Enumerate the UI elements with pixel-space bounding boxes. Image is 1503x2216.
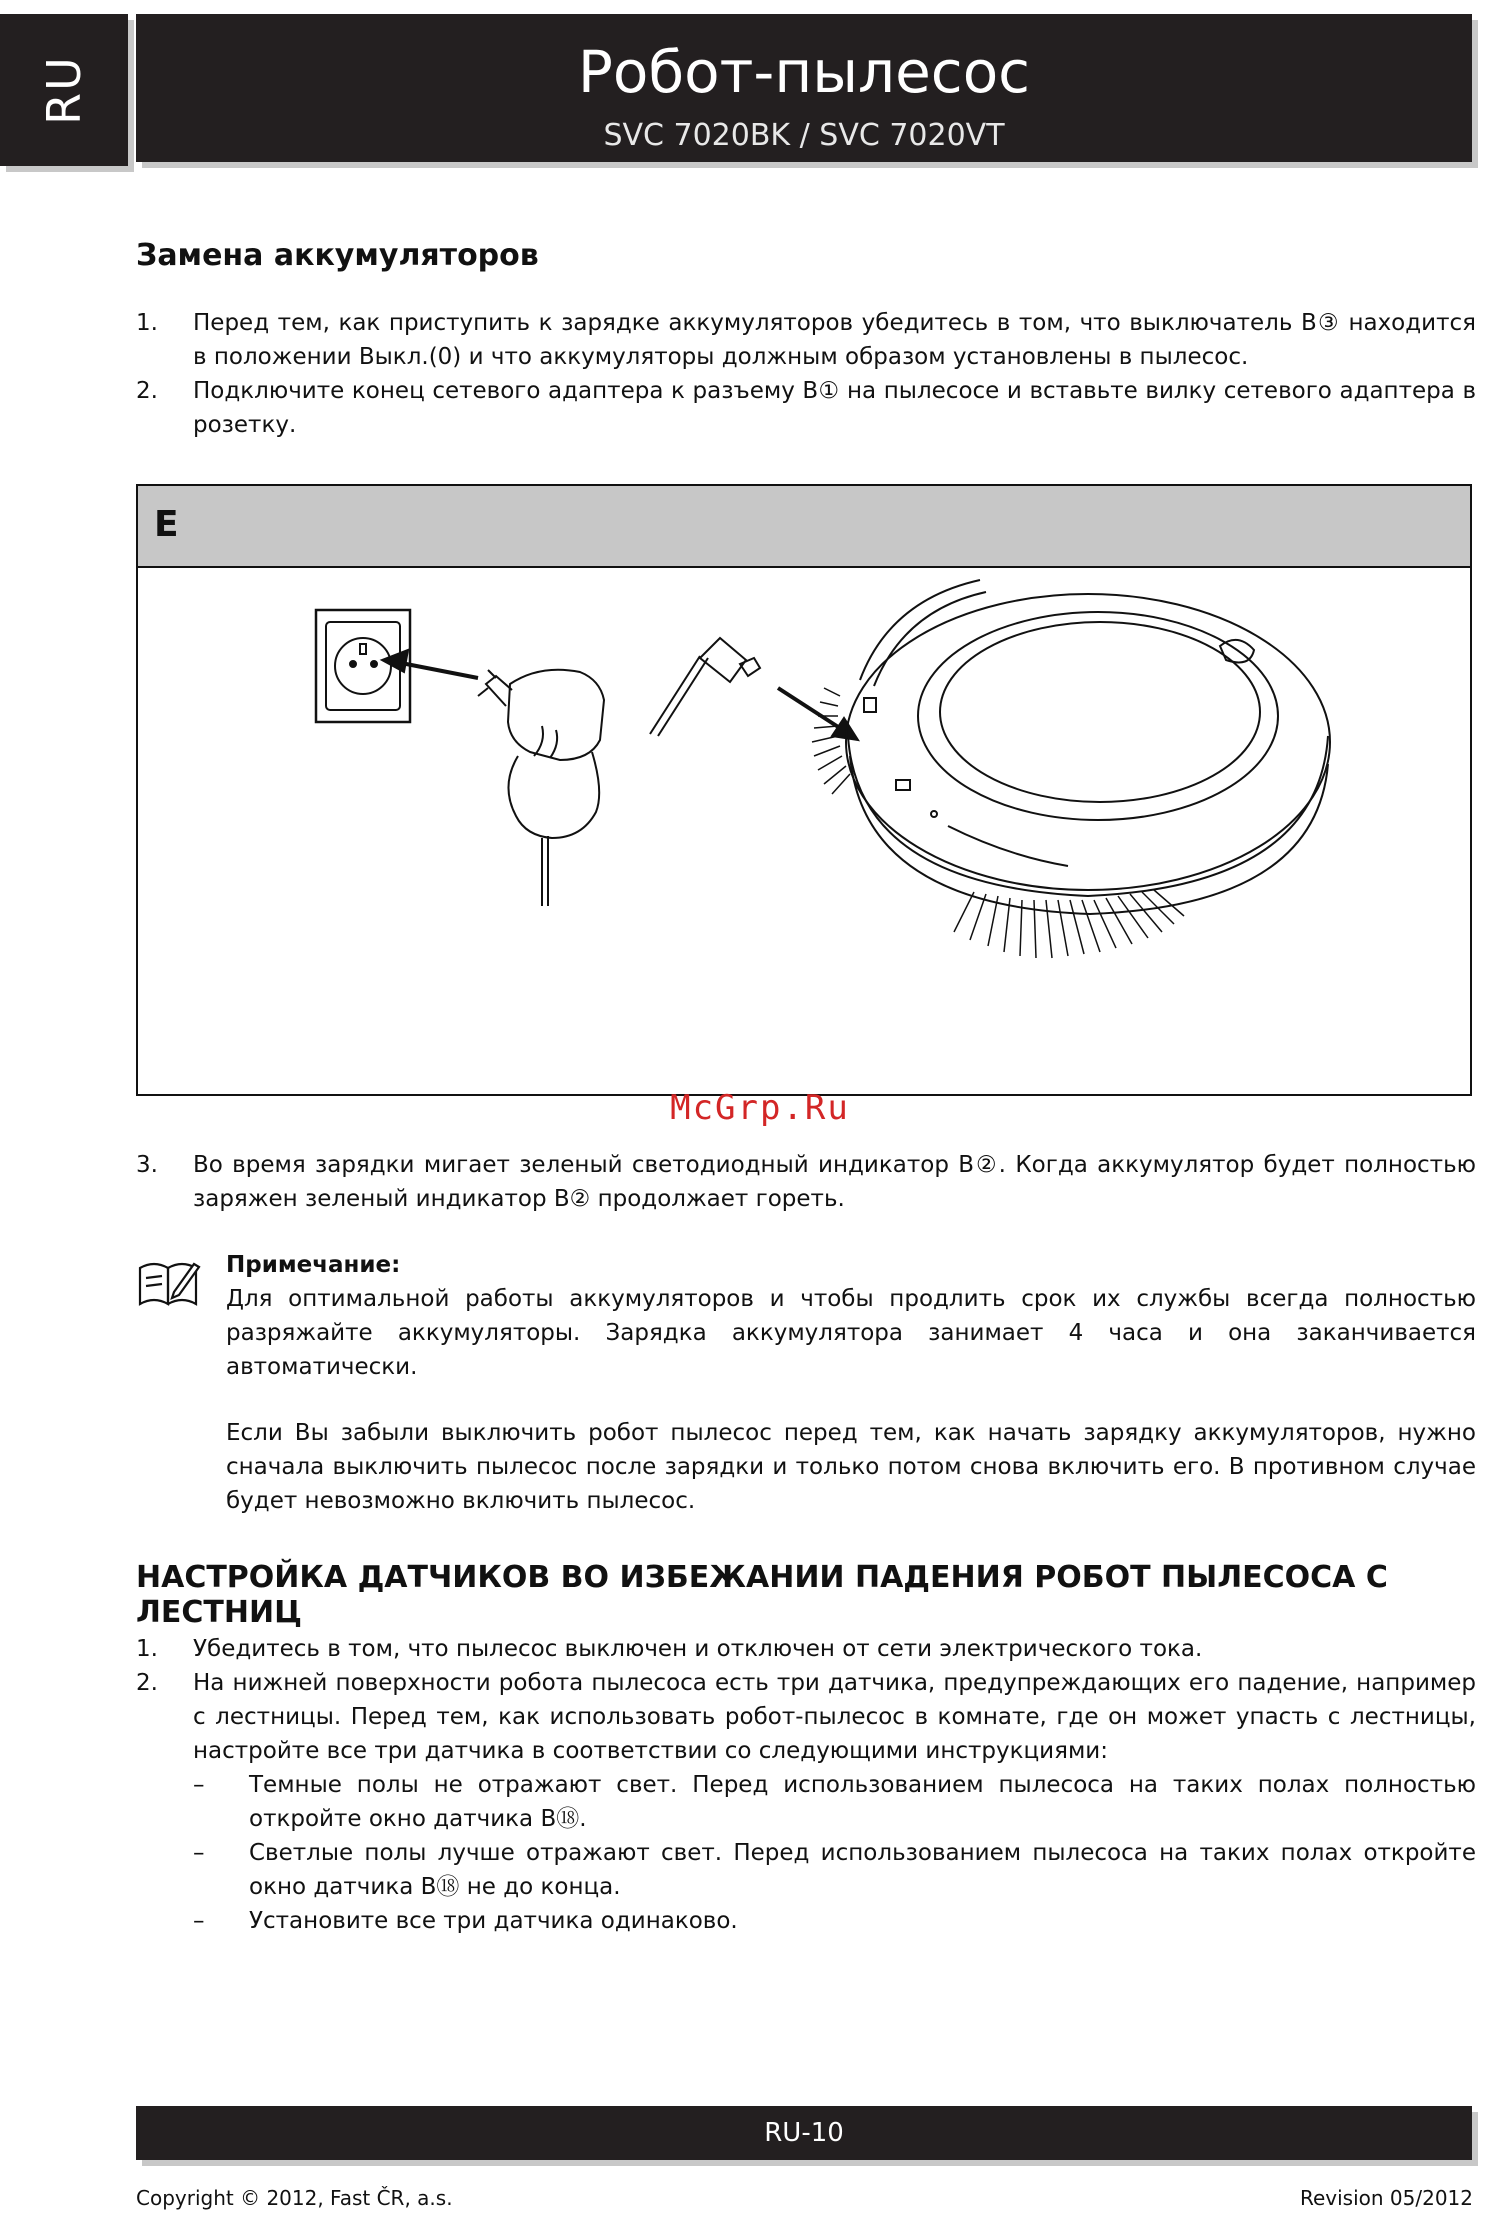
list-item-text: Подключите конец сетевого адаптера к разъему B① на пылесосе и вставьте вилку сетевого адаптера в розетку.: [193, 378, 1476, 438]
language-tab: [0, 14, 128, 166]
robot-vacuum-icon: [812, 580, 1330, 958]
list-item-text: Во время зарядки мигает зеленый светодиодный индикатор B②. Когда аккумулятор будет полностью заряжен зеленый индикатор B② продолжает гореть.: [193, 1152, 1476, 1212]
note-paragraph-2: Если Вы забыли выключить робот пылесос перед тем, как начать зарядку аккумуляторов, нужно сначала выключить пылесос после зарядки и только потом снова включить его. В противном случае будет невозможно включить пылесос.: [226, 1420, 1476, 1514]
figure-label: E: [154, 504, 179, 545]
note-paragraph-1: Для оптимальной работы аккумуляторов и чтобы продлить срок их службы всегда полностью разряжайте аккумуляторы. Зарядка аккумулятора занимает 4 часа и она заканчивается автоматически.: [226, 1286, 1476, 1380]
page-title: Робот-пылесос: [577, 38, 1031, 106]
list-item: [136, 1666, 1476, 1768]
list-item-text: Перед тем, как приступить к зарядке аккумуляторов убедитесь в том, что выключатель B③ находится в положении Выкл.(0) и что аккумуляторы должным образом установлены в пылесос.: [193, 310, 1476, 370]
figure-header: [138, 486, 1470, 568]
list-item: [136, 1632, 1476, 1666]
section-title-sensors: НАСТРОЙКА ДАТЧИКОВ ВО ИЗБЕЖАНИИ ПАДЕНИЯ РОБОТ ПЫЛЕСОСА С ЛЕСТНИЦ: [136, 1560, 1388, 1630]
sub-item-text: Светлые полы лучше отражают свет. Перед использованием пылесоса на таких полах откройте окно датчика B⑱ не до конца.: [249, 1840, 1476, 1900]
dc-connector-icon: [650, 638, 760, 736]
sub-list-item: [136, 1768, 1476, 1836]
page-number-bar: [136, 2106, 1472, 2160]
battery-steps-list-continued: [136, 1148, 1476, 1216]
figure-e: [136, 484, 1472, 1096]
list-item-number: 1.: [136, 310, 158, 336]
sub-item-dash: –: [193, 1772, 205, 1798]
list-item-text: Убедитесь в том, что пылесос выключен и отключен от сети электрического тока.: [193, 1636, 1203, 1662]
charging-illustration: [138, 566, 1470, 1094]
language-label: RU: [37, 55, 91, 125]
power-adapter-icon: [478, 670, 604, 906]
list-item-number: 2.: [136, 1670, 158, 1696]
copyright-text: Copyright © 2012, Fast ČR, a.s.: [136, 2186, 453, 2210]
note-label: Примечание:: [226, 1252, 401, 1278]
list-item-number: 2.: [136, 378, 158, 404]
sub-item-text: Темные полы не отражают свет. Перед использованием пылесоса на таких полах полностью откройте окно датчика B⑱.: [249, 1772, 1476, 1832]
list-item-number: 3.: [136, 1152, 158, 1178]
revision-text: Revision 05/2012: [1299, 2186, 1473, 2210]
plug-arrow-icon: [382, 650, 478, 678]
sub-list-item: [136, 1836, 1476, 1904]
list-item: [136, 374, 1476, 442]
watermark: McGrp.Ru: [670, 1088, 850, 1128]
sub-item-dash: –: [193, 1840, 205, 1866]
page-number: RU-10: [764, 2118, 844, 2148]
note-book-icon: [136, 1258, 202, 1310]
sensor-steps-list: [136, 1632, 1476, 1938]
battery-steps-list: [136, 306, 1476, 442]
model-subtitle: SVC 7020BK / SVC 7020VT: [603, 118, 1005, 153]
section-title-battery: Замена аккумуляторов: [136, 238, 539, 273]
title-bar: [136, 14, 1472, 162]
sub-item-text: Установите все три датчика одинаково.: [249, 1908, 738, 1934]
list-item: [136, 306, 1476, 374]
list-item: [136, 1148, 1476, 1216]
list-item-text: На нижней поверхности робота пылесоса есть три датчика, предупреждающих его падение, например с лестницы. Перед тем, как использовать робот-пылесос в комнате, где он может упасть с лестницы, настройте все три датчика в соответствии со следующими инструкциями:: [193, 1670, 1476, 1764]
sub-list-item: [136, 1904, 1476, 1938]
note-block: [226, 1248, 1476, 1518]
sub-item-dash: –: [193, 1908, 205, 1934]
list-item-number: 1.: [136, 1636, 158, 1662]
